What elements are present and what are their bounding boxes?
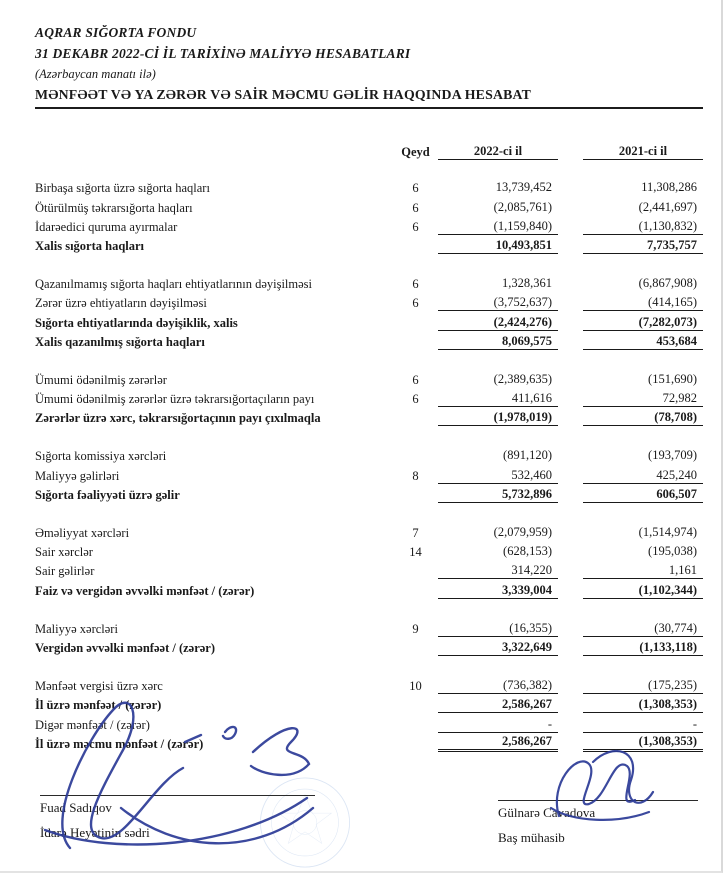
table-row — [35, 216, 703, 235]
row-label: Ümumi ödənilmiş zərərlər üzrə təkrarsığortaçıların payı — [35, 392, 315, 407]
row-label: Zərər üzrə ehtiyatların dəyişilməsi — [35, 296, 207, 311]
row-label: Sığorta fəaliyyəti üzrə gəlir — [35, 487, 180, 502]
table-row — [35, 331, 703, 350]
table-row — [35, 694, 703, 713]
table-row — [35, 484, 703, 503]
value-2021: (1,102,344) — [583, 583, 703, 599]
document-header — [35, 22, 703, 109]
table-row — [35, 177, 703, 196]
row-note: 7 — [412, 526, 419, 540]
row-note: 6 — [412, 296, 419, 311]
signatory-name: Fuad Sadıqov — [40, 800, 112, 815]
table-row — [35, 618, 703, 637]
value-2021: (195,038) — [648, 544, 697, 559]
signatory-title: Baş mühasib — [498, 830, 565, 845]
signature-line — [498, 800, 698, 801]
value-2022: 1,328,361 — [502, 276, 552, 291]
value-2022: 3,339,004 — [438, 583, 558, 599]
value-2022: 10,493,851 — [438, 238, 558, 254]
row-label: Qazanılmamış sığorta haqları ehtiyatlarının dəyişilməsi — [35, 277, 313, 292]
row-label: Zərərlər üzrə xərc, təkrarsığortaçının payı çıxılmaqla — [35, 411, 321, 426]
row-label: Sığorta komissiya xərcləri — [35, 449, 167, 464]
value-2021: (414,165) — [583, 295, 703, 311]
table-row — [35, 733, 703, 752]
value-2022: 532,460 — [438, 468, 558, 484]
table-row — [35, 522, 703, 541]
statement-table — [35, 141, 703, 752]
value-2021: 72,982 — [583, 391, 703, 407]
table-row — [35, 292, 703, 311]
value-2021: 425,240 — [583, 468, 703, 484]
value-2021: (7,282,073) — [583, 315, 703, 331]
value-2022: (3,752,637) — [438, 295, 558, 311]
value-2022: (1,159,840) — [438, 219, 558, 235]
table-section — [35, 273, 703, 350]
row-note: 6 — [412, 372, 419, 387]
currency-note: (Azərbaycan manatı ilə) — [35, 67, 156, 81]
row-label: Birbaşa sığorta üzrə sığorta haqları — [35, 181, 210, 196]
value-2022: (2,085,761) — [493, 199, 552, 214]
row-label: Ötürülmüş təkrarsığorta haqları — [35, 200, 193, 215]
row-label: İl üzrə mənfəət / (zərər) — [35, 698, 162, 713]
table-section — [35, 369, 703, 427]
value-2022: (2,424,276) — [438, 315, 558, 331]
row-label: Vergidən əvvəlki mənfəət / (zərər) — [35, 640, 216, 655]
row-note: 14 — [409, 545, 422, 560]
value-2022: (628,153) — [503, 544, 552, 559]
table-section — [35, 522, 703, 599]
col-header-2022: 2022-ci il — [438, 144, 558, 160]
value-2021: (1,308,353) — [583, 734, 703, 752]
table-row — [35, 445, 703, 464]
signatory-name: Gülnarə Cavadova — [498, 805, 596, 820]
row-label: Ümumi ödənilmiş zərərlər — [35, 372, 167, 387]
value-2021: (1,133,118) — [583, 640, 703, 656]
row-note: 9 — [412, 621, 419, 636]
table-row — [35, 464, 703, 483]
row-note: 6 — [412, 392, 419, 407]
row-note: 6 — [412, 181, 419, 196]
table-row — [35, 541, 703, 560]
signatory-title: İdarə Heyətinin sədri — [40, 825, 150, 840]
table-section — [35, 177, 703, 254]
table-row — [35, 273, 703, 292]
value-2021: (175,235) — [583, 678, 703, 694]
table-column-headers — [35, 141, 703, 160]
value-2021: (30,774) — [583, 621, 703, 637]
row-label: Digər mənfəət / (zərər) — [35, 717, 150, 732]
row-label: Maliyyə gəlirləri — [35, 468, 120, 483]
table-row — [35, 637, 703, 656]
row-note: 6 — [412, 219, 419, 234]
table-row — [35, 579, 703, 598]
table-row — [35, 388, 703, 407]
row-label: İdarəedici quruma ayırmalar — [35, 219, 178, 234]
row-label: Mənfəət vergisi üzrə xərc — [35, 679, 163, 694]
value-2021: 453,684 — [583, 334, 703, 350]
statement-title: MƏNFƏƏT VƏ YA ZƏRƏR VƏ SAİR MƏCMU GƏLİR HAQQINDA HESABAT — [35, 84, 703, 109]
signature-block-accountant — [498, 800, 698, 846]
value-2021: (151,690) — [648, 371, 697, 386]
value-2021: (6,867,908) — [638, 276, 697, 291]
company-name: AQRAR SIĞORTA FONDU — [35, 25, 197, 40]
value-2021: 7,735,757 — [583, 238, 703, 254]
table-row — [35, 196, 703, 215]
row-note: 8 — [412, 468, 419, 483]
row-label: İl üzrə məcmu mənfəət / (zərər) — [35, 736, 204, 751]
value-2022: 5,732,896 — [438, 487, 558, 503]
col-header-note: Qeyd — [401, 145, 430, 160]
table-row — [35, 560, 703, 579]
row-label: Sığorta ehtiyatlarında dəyişiklik, xalis — [35, 315, 238, 330]
value-2021: 1,161 — [583, 563, 703, 579]
value-2022: (891,120) — [503, 448, 552, 463]
value-2022: - — [438, 717, 558, 733]
value-2021: 11,308,286 — [641, 180, 697, 195]
row-label: Xalis qazanılmış sığorta haqları — [35, 334, 205, 349]
signature-line — [40, 795, 315, 796]
row-label: Maliyyə xərcləri — [35, 621, 118, 636]
table-row — [35, 235, 703, 254]
table-section — [35, 445, 703, 503]
row-label: Faiz və vergidən əvvəlki mənfəət / (zərər) — [35, 583, 255, 598]
table-row — [35, 311, 703, 330]
table-section — [35, 618, 703, 656]
table-row — [35, 675, 703, 694]
value-2021: (1,130,832) — [583, 219, 703, 235]
row-note: 6 — [412, 200, 419, 215]
value-2022: 411,616 — [438, 391, 558, 407]
table-row — [35, 407, 703, 426]
value-2022: 13,739,452 — [495, 180, 552, 195]
row-label: Sair xərclər — [35, 545, 93, 560]
signature-block-chairman — [40, 795, 315, 841]
value-2022: 2,586,267 — [438, 734, 558, 752]
row-label: Xalis sığorta haqları — [35, 238, 145, 253]
value-2021: (78,708) — [583, 410, 703, 426]
value-2021: (193,709) — [648, 448, 697, 463]
row-note: 10 — [409, 679, 422, 694]
value-2022: 314,220 — [438, 563, 558, 579]
value-2022: 2,586,267 — [438, 697, 558, 713]
value-2022: (1,978,019) — [438, 410, 558, 426]
value-2021: - — [583, 717, 703, 733]
row-label: Sair gəlirlər — [35, 564, 95, 579]
value-2022: (16,355) — [438, 621, 558, 637]
value-2022: (2,079,959) — [493, 525, 552, 539]
row-note: 6 — [412, 277, 419, 292]
value-2021: (1,308,353) — [583, 697, 703, 713]
value-2021: (2,441,697) — [638, 199, 697, 214]
row-label: Əməliyyat xərcləri — [35, 526, 130, 540]
value-2022: (736,382) — [438, 678, 558, 694]
value-2021: 606,507 — [583, 487, 703, 503]
table-body — [35, 177, 703, 752]
report-period-title: 31 DEKABR 2022-Cİ İL TARİXİNƏ MALİYYƏ HESABATLARI — [35, 46, 411, 61]
value-2022: (2,389,635) — [493, 371, 552, 386]
col-header-2021: 2021-ci il — [583, 144, 703, 160]
table-row — [35, 369, 703, 388]
value-2021: (1,514,974) — [638, 525, 697, 539]
value-2022: 3,322,649 — [438, 640, 558, 656]
value-2022: 8,069,575 — [438, 334, 558, 350]
table-row — [35, 713, 703, 732]
table-section — [35, 675, 703, 752]
